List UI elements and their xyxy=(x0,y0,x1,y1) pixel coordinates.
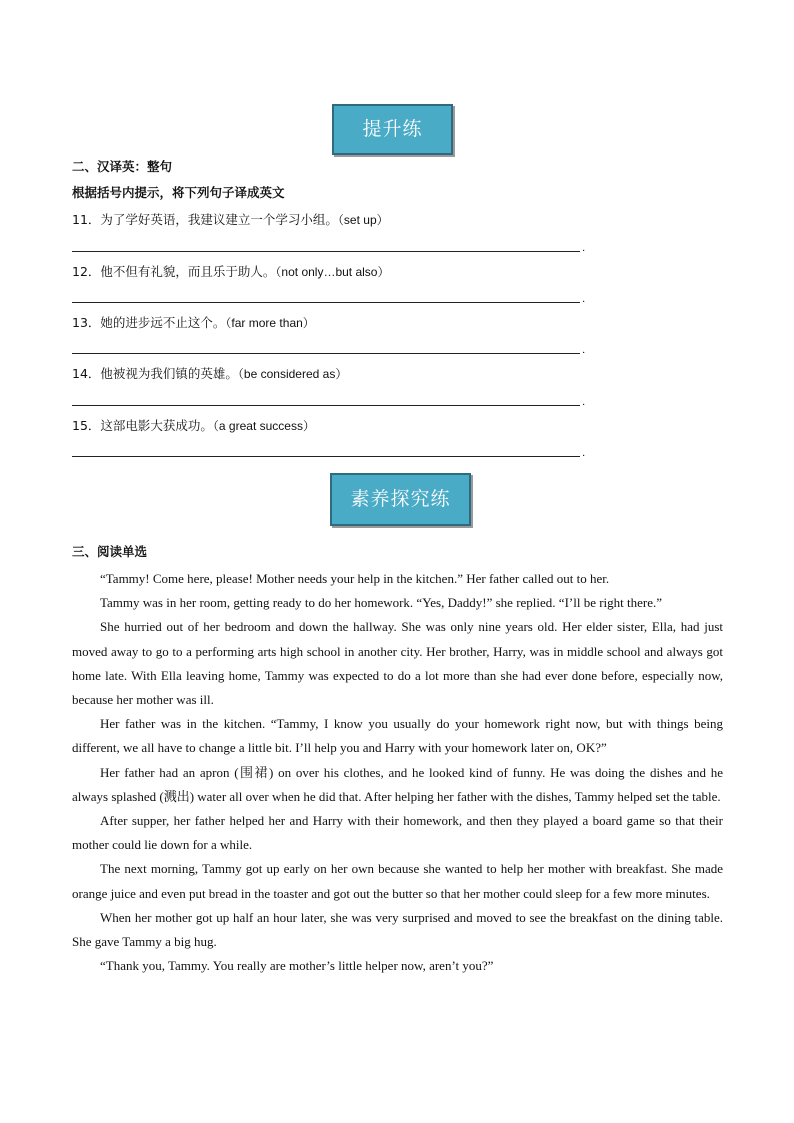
question-12 xyxy=(72,262,389,280)
passage-paragraph: After supper, her father helped her and Harry with their homework, and then they played a board game so that their mother could lie down for a while. xyxy=(72,813,723,853)
part2-title: 二、汉译英：整句 xyxy=(72,159,173,174)
section-banner-explore: 素养探究练 xyxy=(330,473,471,526)
question-15 xyxy=(72,416,315,434)
question-number: 14． xyxy=(72,366,101,381)
question-13 xyxy=(72,313,315,331)
passage-paragraph: “Thank you, Tammy. You really are mother’s little helper now, aren’t you?” xyxy=(100,958,494,974)
part3-title: 三、阅读单选 xyxy=(72,544,148,559)
question-number: 15． xyxy=(72,418,101,433)
reading-passage xyxy=(72,567,723,978)
passage-paragraph: When her mother got up half an hour later, she was very surprised and moved to see the breakfast on the dining table. She gave Tammy a big hug. xyxy=(72,909,723,950)
question-hint: （not only…but also） xyxy=(275,265,390,279)
passage-paragraph: Her father had an apron (围裙) on over his clothes, and he looked kind of funny. He was doing the dishes and he always splashed (溅出) water all over when he did that. After helping her father with the dishes, Tammy helped set the table. xyxy=(72,764,723,804)
question-11 xyxy=(72,210,389,228)
passage-paragraph: Tammy was in her room, getting ready to do her homework. “Yes, Daddy!” she replied. “I’ll be right there.” xyxy=(100,595,663,611)
section-banner-improve: 提升练 xyxy=(332,104,453,155)
answer-line-15[interactable] xyxy=(72,456,580,457)
answer-line-11[interactable] xyxy=(72,251,580,252)
question-text: 他不但有礼貌，而且乐于助人。 xyxy=(100,264,276,279)
question-number: 12． xyxy=(72,264,101,279)
question-text: 他被视为我们镇的英雄。 xyxy=(100,366,238,381)
question-text: 为了学好英语，我建议建立一个学习小组。 xyxy=(100,212,338,227)
passage-paragraph: Her father was in the kitchen. “Tammy, I know you usually do your homework right now, but with things being different, we all have to change a little bit. I’ll help you and Harry with your homework later on, OK?” xyxy=(72,716,723,756)
question-text: 她的进步远不止这个。 xyxy=(100,315,226,330)
passage-paragraph: “Tammy! Come here, please! Mother needs your help in the kitchen.” Her father called out to her. xyxy=(100,571,610,586)
question-number: 11． xyxy=(72,212,101,227)
question-number: 13． xyxy=(72,315,101,330)
answer-line-14[interactable] xyxy=(72,405,580,406)
question-hint: （far more than） xyxy=(225,316,315,330)
part2-instruction: 根据括号内提示，将下列句子译成英文 xyxy=(72,185,285,200)
question-hint: （be considered as） xyxy=(237,367,348,381)
question-hint: （set up） xyxy=(337,213,389,227)
question-14 xyxy=(72,364,347,382)
question-hint: （a great success） xyxy=(212,419,315,433)
passage-paragraph: The next morning, Tammy got up early on her own because she wanted to help her mother with breakfast. She made orange juice and even put bread in the toaster and got out the butter so that her mother could sleep for a few more minutes. xyxy=(72,861,723,901)
answer-line-13[interactable] xyxy=(72,353,580,354)
question-text: 这部电影大获成功。 xyxy=(100,418,213,433)
passage-paragraph: She hurried out of her bedroom and down the hallway. She was only nine years old. Her elder sister, Ella, had just moved away to go to a performing arts high school in another city. Her brother, Harry, was in middle school and always got home late. With Ella leaving home, Tammy was expected to do a lot more than she had ever done before, especially now, because her mother was ill. xyxy=(72,619,723,708)
answer-line-12[interactable] xyxy=(72,302,580,303)
